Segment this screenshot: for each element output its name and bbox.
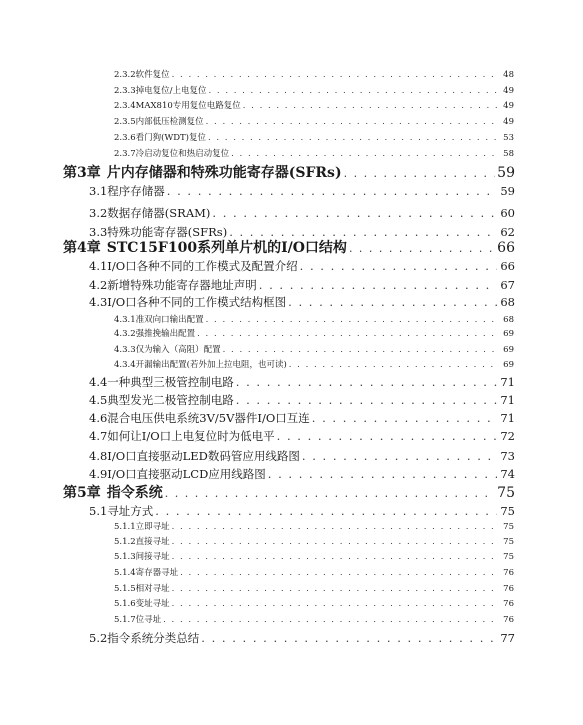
entry-title: 片内存储器和特殊功能寄存器(SFRs) xyxy=(106,165,342,181)
entry-title: 冷启动复位和热启动复位 xyxy=(135,149,230,159)
dot-leader xyxy=(288,295,497,309)
entry-title: I/O口直接驱动LCD应用线路图 xyxy=(107,467,266,481)
page-number: 71 xyxy=(500,375,515,389)
page-number: 77 xyxy=(500,631,515,645)
page-number: 62 xyxy=(500,225,515,239)
subsection-entry[interactable] xyxy=(114,343,514,359)
entry-number: 4.3 xyxy=(89,295,108,309)
entry-title: 新增特殊功能寄存器地址声明 xyxy=(107,278,257,292)
dot-leader xyxy=(243,101,498,111)
subsection-entry[interactable] xyxy=(114,520,514,536)
entry-title: 相对寻址 xyxy=(135,584,170,594)
entry-title: STC15F100系列单片机的I/O口结构 xyxy=(106,240,347,256)
subsection-entry[interactable] xyxy=(114,550,514,566)
section-entry[interactable] xyxy=(89,277,515,295)
page-number: 66 xyxy=(497,240,515,256)
entry-title: 数据存储器(SRAM) xyxy=(107,206,211,220)
subsection-entry[interactable] xyxy=(114,131,514,147)
page-number: 67 xyxy=(500,278,515,292)
entry-title: 开漏输出配置(若外加上拉电阻，也可读) xyxy=(135,360,287,370)
page-number: 75 xyxy=(503,522,514,532)
page-number: 73 xyxy=(500,449,515,463)
dot-leader xyxy=(289,360,498,370)
dot-leader xyxy=(268,467,497,481)
section-entry[interactable] xyxy=(89,205,515,223)
page-number: 48 xyxy=(503,70,514,80)
subsection-entry[interactable] xyxy=(114,84,514,100)
entry-number: 第3章 xyxy=(63,165,101,181)
chapter-entry[interactable] xyxy=(63,237,515,259)
page-number: 75 xyxy=(503,552,514,562)
entry-title: 指令系统 xyxy=(106,485,163,501)
entry-number: 第4章 xyxy=(63,240,101,256)
entry-number: 2.3.7 xyxy=(114,149,136,159)
dot-leader xyxy=(231,149,498,159)
page-number: 69 xyxy=(503,345,514,355)
dot-leader xyxy=(259,278,497,292)
entry-title: 看门狗(WDT)复位 xyxy=(135,133,206,143)
page-number: 75 xyxy=(497,485,515,501)
subsection-entry[interactable] xyxy=(114,147,514,163)
page-number: 49 xyxy=(503,86,514,96)
entry-number: 2.3.6 xyxy=(114,133,136,143)
entry-title: I/O口各种不同的工作模式及配置介绍 xyxy=(107,259,298,273)
entry-number: 2.3.5 xyxy=(114,117,136,127)
entry-number: 4.2 xyxy=(89,278,108,292)
entry-number: 4.5 xyxy=(89,393,108,407)
entry-number: 5.1 xyxy=(89,504,108,518)
page-number: 76 xyxy=(503,615,514,625)
subsection-entry[interactable] xyxy=(114,613,514,629)
page-number: 69 xyxy=(503,329,514,339)
page-number: 76 xyxy=(503,568,514,578)
page-number: 72 xyxy=(500,429,515,443)
dot-leader xyxy=(163,615,498,625)
page-number: 49 xyxy=(503,101,514,111)
entry-title: 混合电压供电系统3V/5V器件I/O口互连 xyxy=(107,411,310,425)
page-number: 75 xyxy=(503,537,514,547)
entry-number: 4.3.2 xyxy=(114,329,136,339)
page-number: 53 xyxy=(503,133,514,143)
entry-number: 5.1.5 xyxy=(114,584,136,594)
entry-number: 5.1.1 xyxy=(114,522,136,532)
entry-title: 间接寻址 xyxy=(135,552,170,562)
entry-title: 寻址方式 xyxy=(107,504,154,518)
entry-title: 直接寻址 xyxy=(135,537,170,547)
chapter-entry[interactable] xyxy=(63,162,515,184)
entry-title: 掉电复位/上电复位 xyxy=(135,86,207,96)
subsection-entry[interactable] xyxy=(114,597,514,613)
entry-number: 4.4 xyxy=(89,375,108,389)
section-entry[interactable] xyxy=(89,374,515,392)
entry-number: 4.1 xyxy=(89,259,108,273)
entry-number: 5.1.7 xyxy=(114,615,136,625)
dot-leader xyxy=(197,329,498,339)
entry-title: 软件复位 xyxy=(135,70,170,80)
page-number: 75 xyxy=(500,504,515,518)
subsection-entry[interactable] xyxy=(114,115,514,131)
dot-leader xyxy=(236,375,497,389)
page-number: 76 xyxy=(503,599,514,609)
dot-leader xyxy=(206,117,498,127)
entry-number: 3.2 xyxy=(89,206,108,220)
entry-title: I/O口直接驱动LED数码管应用线路图 xyxy=(107,449,300,463)
entry-title: 程序存储器 xyxy=(107,184,165,198)
page-number: 66 xyxy=(500,259,515,273)
dot-leader xyxy=(172,584,498,594)
dot-leader xyxy=(206,315,498,325)
section-entry[interactable] xyxy=(89,630,515,648)
entry-number: 5.1.3 xyxy=(114,552,136,562)
entry-number: 4.3.4 xyxy=(114,360,136,370)
page-number: 60 xyxy=(500,206,515,220)
subsection-entry[interactable] xyxy=(114,566,514,582)
dot-leader xyxy=(172,537,498,547)
entry-number: 2.3.2 xyxy=(114,70,136,80)
entry-number: 5.2 xyxy=(89,631,108,645)
section-entry[interactable] xyxy=(89,258,515,276)
section-entry[interactable] xyxy=(89,448,515,466)
subsection-entry[interactable] xyxy=(114,68,514,84)
dot-leader xyxy=(212,206,497,220)
section-entry[interactable] xyxy=(89,183,515,201)
dot-leader xyxy=(349,242,495,255)
section-entry[interactable] xyxy=(89,503,515,521)
entry-title: 变址寻址 xyxy=(135,599,170,609)
dot-leader xyxy=(172,522,498,532)
dot-leader xyxy=(344,167,495,180)
page-number: 71 xyxy=(500,393,515,407)
entry-title: 仅为输入（高阻）配置 xyxy=(135,345,221,355)
page-number: 58 xyxy=(503,149,514,159)
page-number: 76 xyxy=(503,584,514,594)
subsection-entry[interactable] xyxy=(114,327,514,343)
entry-title: 内部低压检测复位 xyxy=(135,117,204,127)
subsection-entry[interactable] xyxy=(114,582,514,598)
entry-title: 位寻址 xyxy=(135,615,162,625)
page-number: 68 xyxy=(503,315,514,325)
dot-leader xyxy=(172,70,498,80)
page-number: 49 xyxy=(503,117,514,127)
entry-number: 5.1.2 xyxy=(114,537,136,547)
dot-leader xyxy=(165,487,495,500)
page-number: 71 xyxy=(500,411,515,425)
page-number: 74 xyxy=(500,467,515,481)
section-entry[interactable] xyxy=(89,410,515,428)
dot-leader xyxy=(209,86,498,96)
dot-leader xyxy=(236,393,497,407)
entry-number: 第5章 xyxy=(63,485,101,501)
entry-number: 2.3.3 xyxy=(114,86,136,96)
entry-title: 指令系统分类总结 xyxy=(107,631,200,645)
page-number: 59 xyxy=(497,165,515,181)
entry-number: 4.6 xyxy=(89,411,108,425)
section-entry[interactable] xyxy=(89,392,515,410)
page-number: 59 xyxy=(500,184,515,198)
dot-leader xyxy=(208,133,498,143)
dot-leader xyxy=(172,599,498,609)
entry-title: 特殊功能寄存器(SFRs) xyxy=(107,225,228,239)
entry-number: 4.9 xyxy=(89,467,108,481)
entry-number: 4.3.3 xyxy=(114,345,136,355)
entry-number: 4.8 xyxy=(89,449,108,463)
page-number: 69 xyxy=(503,360,514,370)
subsection-entry[interactable] xyxy=(114,99,514,115)
subsection-entry[interactable] xyxy=(114,535,514,551)
section-entry[interactable] xyxy=(89,294,515,312)
entry-number: 3.1 xyxy=(89,184,108,198)
entry-title: 准双向口输出配置 xyxy=(135,315,204,325)
section-entry[interactable] xyxy=(89,428,515,446)
dot-leader xyxy=(302,449,497,463)
entry-title: MAX810专用复位电路复位 xyxy=(135,101,241,111)
entry-title: 强推挽输出配置 xyxy=(135,329,196,339)
dot-leader xyxy=(167,184,497,198)
dot-leader xyxy=(172,552,498,562)
dot-leader xyxy=(277,429,497,443)
page-number: 68 xyxy=(500,295,515,309)
dot-leader xyxy=(201,631,497,645)
entry-number: 4.7 xyxy=(89,429,108,443)
dot-leader xyxy=(312,411,497,425)
entry-number: 5.1.6 xyxy=(114,599,136,609)
entry-title: 一种典型三极管控制电路 xyxy=(107,375,234,389)
entry-title: 立即寻址 xyxy=(135,522,170,532)
entry-number: 4.3.1 xyxy=(114,315,136,325)
dot-leader xyxy=(300,259,497,273)
dot-leader xyxy=(180,568,498,578)
entry-number: 3.3 xyxy=(89,225,108,239)
entry-number: 2.3.4 xyxy=(114,101,136,111)
dot-leader xyxy=(155,504,497,518)
entry-number: 5.1.4 xyxy=(114,568,136,578)
entry-title: 如何让I/O口上电复位时为低电平 xyxy=(107,429,275,443)
dot-leader xyxy=(223,345,498,355)
entry-title: 寄存器寻址 xyxy=(135,568,179,578)
subsection-entry[interactable] xyxy=(114,358,514,374)
entry-title: 典型发光二极管控制电路 xyxy=(107,393,234,407)
chapter-entry[interactable] xyxy=(63,482,515,504)
entry-title: I/O口各种不同的工作模式结构框图 xyxy=(107,295,287,309)
